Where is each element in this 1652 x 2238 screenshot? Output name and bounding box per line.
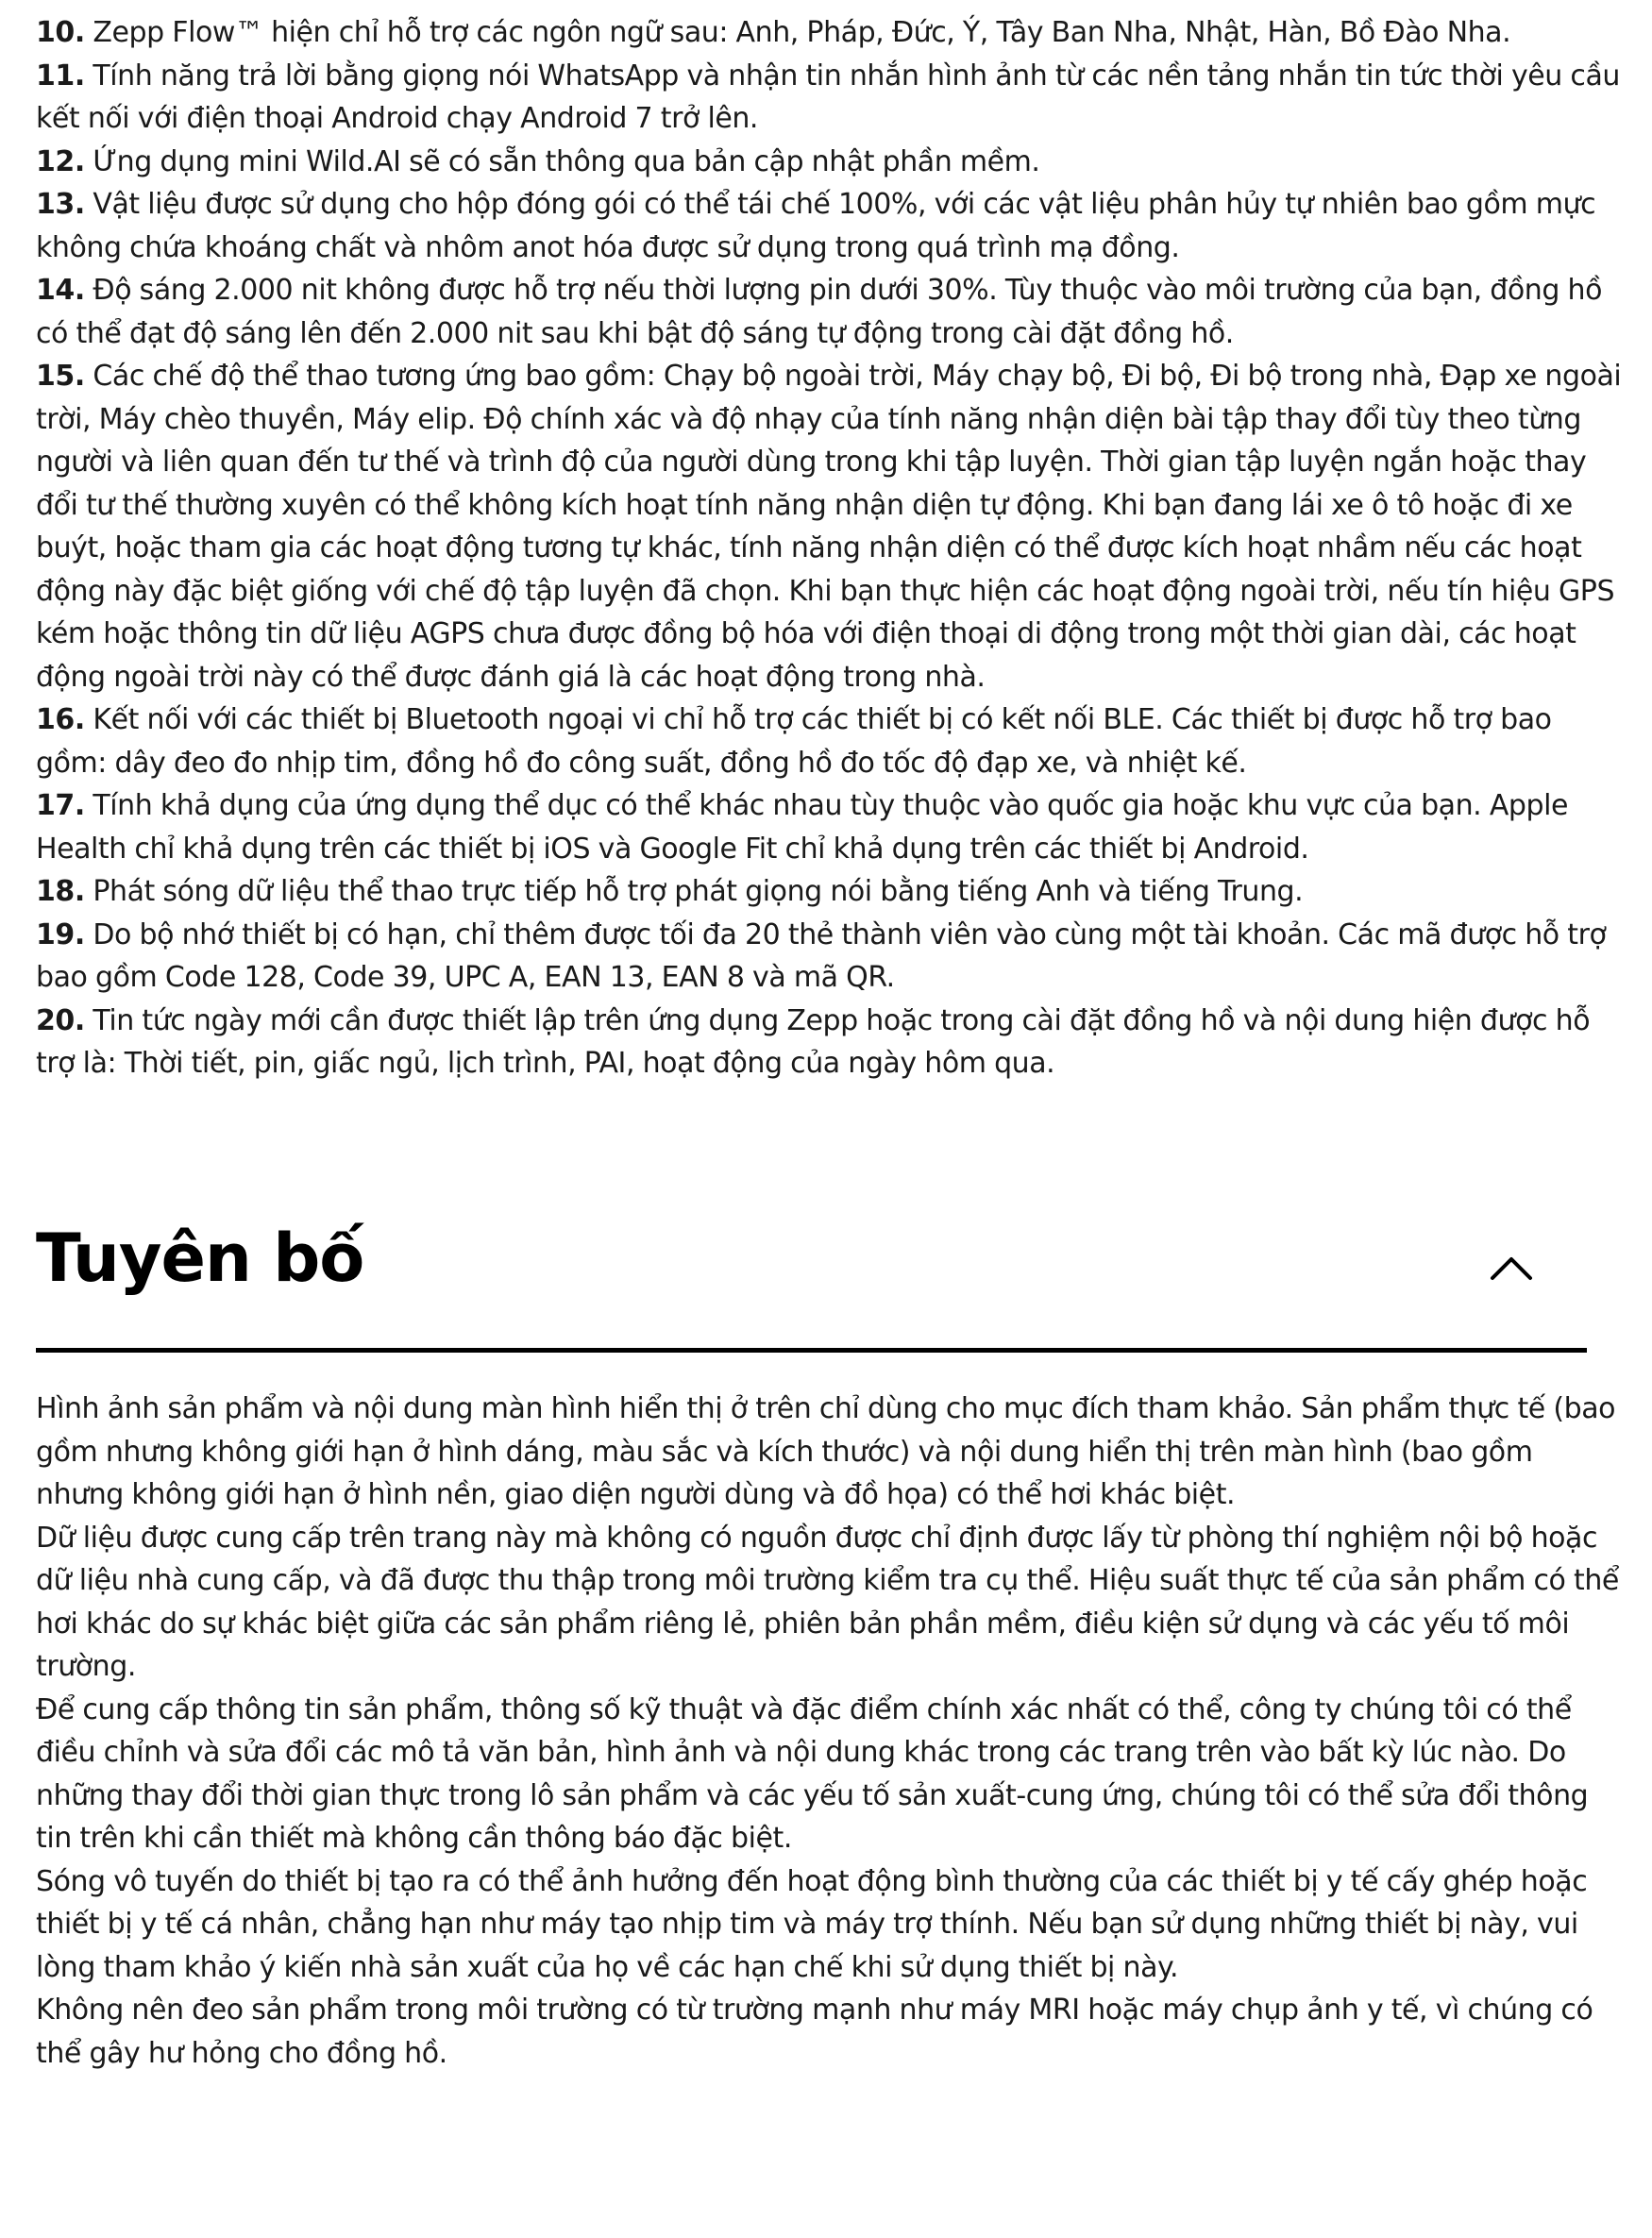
footnote-item bbox=[36, 1000, 1627, 1085]
footnote-item bbox=[36, 55, 1627, 141]
footnote-number: 13. bbox=[36, 188, 85, 221]
footnote-item bbox=[36, 698, 1627, 784]
footnote-number: 14. bbox=[36, 274, 85, 307]
footnote-text: Tính khả dụng của ứng dụng thể dục có thể khác nhau tùy thuộc vào quốc gia hoặc khu vực của bạn. Apple Health chỉ khả dụng trên các thiết bị iOS và Google Fit chỉ khả dụng trên các thiết bị Android. bbox=[36, 789, 1568, 866]
footnote-number: 18. bbox=[36, 875, 85, 908]
footnote-text: Kết nối với các thiết bị Bluetooth ngoại vi chỉ hỗ trợ các thiết bị có kết nối BLE. Các thiết bị được hỗ trợ bao gồm: dây đeo đo nhịp tim, đồng hồ đo công suất, đồng hồ đo tốc độ đạp xe, và nhiệt kế. bbox=[36, 703, 1552, 780]
footnote-item bbox=[36, 141, 1627, 184]
footnote-item bbox=[36, 269, 1627, 355]
disclaimer-paragraph: Để cung cấp thông tin sản phẩm, thông số kỹ thuật và đặc điểm chính xác nhất có thể, công ty chúng tôi có thể điều chỉnh và sửa đổi các mô tả văn bản, hình ảnh và nội dung khác trong các trang trên vào bất kỳ lúc nào. Do những thay đổi thời gian thực trong lô sản phẩm và các yếu tố sản xuất-cung ứng, chúng tôi có thể sửa đổi thông tin trên khi cần thiết mà không cần thông báo đặc biệt. bbox=[36, 1692, 1589, 1855]
chevron-up-icon bbox=[1485, 1248, 1538, 1286]
footnote-number: 10. bbox=[36, 16, 85, 49]
footnote-text: Do bộ nhớ thiết bị có hạn, chỉ thêm được tối đa 20 thẻ thành viên vào cùng một tài khoản. Các mã được hỗ trợ bao gồm Code 128, Code 39, UPC A, EAN 13, EAN 8 và mã QR. bbox=[36, 917, 1607, 994]
collapse-toggle-button[interactable] bbox=[1485, 1248, 1538, 1286]
footnotes-list bbox=[36, 11, 1627, 1085]
footnote-text: Ứng dụng mini Wild.AI sẽ có sẵn thông qua bản cập nhật phần mềm. bbox=[93, 144, 1040, 178]
section-divider bbox=[36, 1348, 1587, 1353]
disclaimer-paragraph: Hình ảnh sản phẩm và nội dung màn hình hiển thị ở trên chỉ dùng cho mục đích tham khảo. Sản phẩm thực tế (bao gồm nhưng không giới hạn ở hình dáng, màu sắc và kích thước) và nội dung hiển thị trên màn hình (bao gồm nhưng không giới hạn ở hình nền, giao diện người dùng và đồ họa) có thể hơi khác biệt. bbox=[36, 1392, 1616, 1511]
disclaimer-paragraph: Dữ liệu được cung cấp trên trang này mà không có nguồn được chỉ định được lấy từ phòng thí nghiệm nội bộ hoặc dữ liệu nhà cung cấp, và đã được thu thập trong môi trường kiểm tra cụ thể. Hiệu suất thực tế của sản phẩm có thể hơi khác do sự khác biệt giữa các sản phẩm riêng lẻ, phiên bản phần mềm, điều kiện sử dụng và các yếu tố môi trường. bbox=[36, 1521, 1619, 1683]
disclaimer-body bbox=[36, 1388, 1627, 2075]
footnote-text: Tính năng trả lời bằng giọng nói WhatsApp và nhận tin nhắn hình ảnh từ các nền tảng nhắn tin tức thời yêu cầu kết nối với điện thoại Android chạy Android 7 trở lên. bbox=[36, 59, 1620, 135]
disclaimer-title: Tuyên bố bbox=[36, 1220, 364, 1297]
footnote-text: Phát sóng dữ liệu thể thao trực tiếp hỗ trợ phát giọng nói bằng tiếng Anh và tiếng Trung. bbox=[93, 875, 1304, 908]
footnote-number: 16. bbox=[36, 703, 85, 736]
footnote-item bbox=[36, 355, 1627, 698]
footnote-number: 12. bbox=[36, 144, 85, 178]
footnote-item bbox=[36, 914, 1627, 1000]
disclaimer-paragraph: Sóng vô tuyến do thiết bị tạo ra có thể ảnh hưởng đến hoạt động bình thường của các thiết bị y tế cấy ghép hoặc thiết bị y tế cá nhân, chẳng hạn như máy tạo nhịp tim và máy trợ thính. Nếu bạn sử dụng những thiết bị này, vui lòng tham khảo ý kiến nhà sản xuất của họ về các hạn chế khi sử dụng thiết bị này. bbox=[36, 1864, 1588, 1984]
disclaimer-paragraph: Không nên đeo sản phẩm trong môi trường có từ trường mạnh như máy MRI hoặc máy chụp ảnh y tế, vì chúng có thể gây hư hỏng cho đồng hồ. bbox=[36, 1994, 1593, 2070]
footnote-item bbox=[36, 183, 1627, 269]
footnote-item bbox=[36, 870, 1627, 914]
footnote-item bbox=[36, 11, 1627, 55]
footnote-number: 17. bbox=[36, 789, 85, 822]
footnote-text: Các chế độ thể thao tương ứng bao gồm: Chạy bộ ngoài trời, Máy chạy bộ, Đi bộ, Đi bộ trong nhà, Đạp xe ngoài trời, Máy chèo thuyền, Máy elip. Độ chính xác và độ nhạy của tính năng nhận diện bài tập thay đổi tùy theo từng người và liên quan đến tư thế và trình độ của người dùng trong khi tập luyện. Thời gian tập luyện ngắn hoặc thay đổi tư thế thường xuyên có thể không kích hoạt tính năng nhận diện tự động. Khi bạn đang lái xe ô tô hoặc đi xe buýt, hoặc tham gia các hoạt động tương tự khác, tính năng nhận diện có thể được kích hoạt nhầm nếu các hoạt động này đặc biệt giống với chế độ tập luyện đã chọn. Khi bạn thực hiện các hoạt động ngoài trời, nếu tín hiệu GPS kém hoặc thông tin dữ liệu AGPS chưa được đồng bộ hóa với điện thoại di động trong một thời gian dài, các hoạt động ngoài trời này có thể được đánh giá là các hoạt động trong nhà. bbox=[36, 360, 1622, 694]
footnote-text: Độ sáng 2.000 nit không được hỗ trợ nếu thời lượng pin dưới 30%. Tùy thuộc vào môi trường của bạn, đồng hồ có thể đạt độ sáng lên đến 2.000 nit sau khi bật độ sáng tự động trong cài đặt đồng hồ. bbox=[36, 274, 1602, 350]
footnote-text: Vật liệu được sử dụng cho hộp đóng gói có thể tái chế 100%, với các vật liệu phân hủy tự nhiên bao gồm mực không chứa khoáng chất và nhôm anot hóa được sử dụng trong quá trình mạ đồng. bbox=[36, 188, 1596, 264]
footnote-text: Zepp Flow™ hiện chỉ hỗ trợ các ngôn ngữ sau: Anh, Pháp, Đức, Ý, Tây Ban Nha, Nhật, Hàn, Bồ Đào Nha. bbox=[93, 16, 1511, 49]
footnote-item bbox=[36, 784, 1627, 870]
footnote-number: 11. bbox=[36, 59, 85, 93]
footnote-number: 20. bbox=[36, 1003, 85, 1037]
footnote-number: 15. bbox=[36, 360, 85, 393]
footnote-text: Tin tức ngày mới cần được thiết lập trên ứng dụng Zepp hoặc trong cài đặt đồng hồ và nội dung hiện được hỗ trợ là: Thời tiết, pin, giấc ngủ, lịch trình, PAI, hoạt động của ngày hôm qua. bbox=[36, 1003, 1591, 1080]
footnote-number: 19. bbox=[36, 917, 85, 951]
